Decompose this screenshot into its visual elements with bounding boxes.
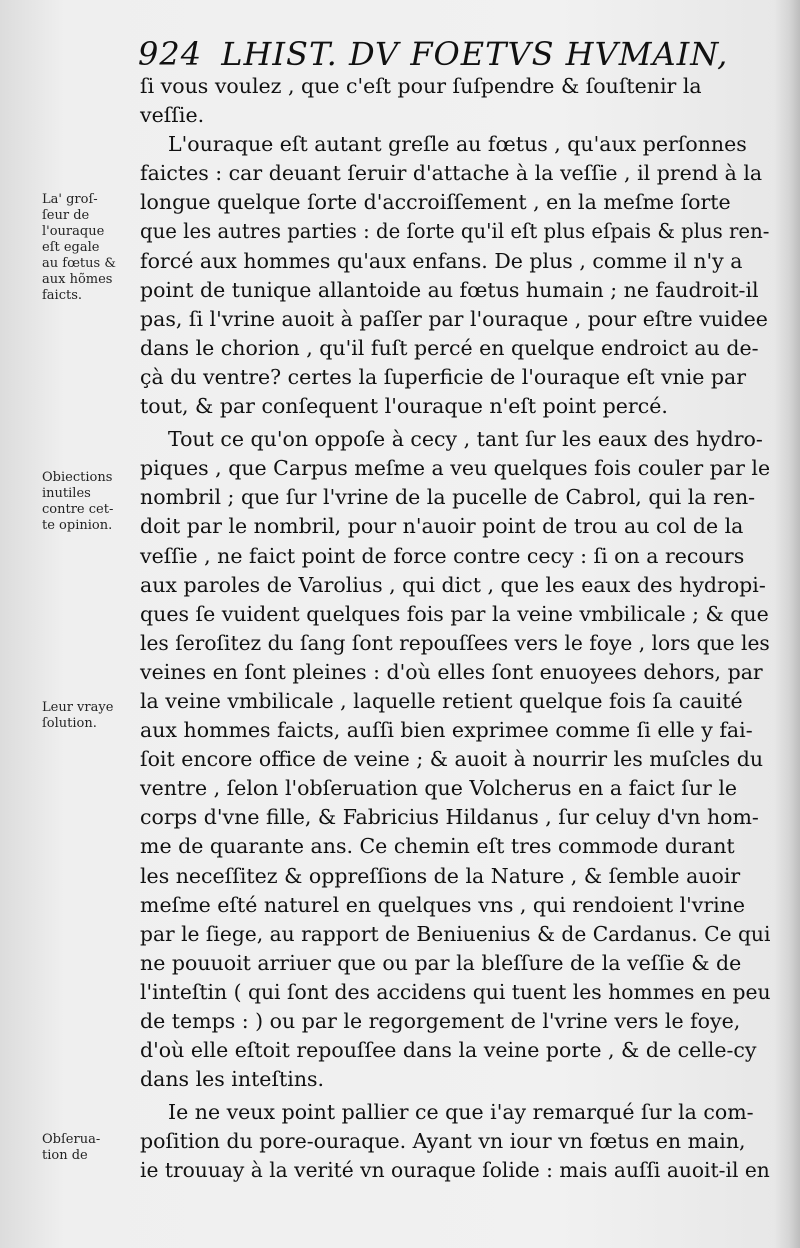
- text-line: ques ſe vuident quelques fois par la veine vmbilicale ; & que: [140, 601, 769, 626]
- text-line: ſi vous voulez , que c'eſt pour ſuſpendre & ſouſtenir la: [140, 74, 702, 98]
- page-number: 924: [138, 35, 203, 73]
- margin-note-line: Obſerua-: [42, 1132, 101, 1147]
- text-line: que les autres parties : de ſorte qu'il eſt plus eſpais & plus ren-: [140, 219, 770, 244]
- text-line: dans les inteſtins.: [140, 1067, 325, 1092]
- text-line: çà du ventre? certes la ſuperficie de l'ouraque eſt vnie par: [140, 364, 747, 389]
- text-line: par le ſiege, au rapport de Beniuenius & de Cardanus. Ce qui: [140, 921, 771, 946]
- running-title: LHIST. DV FOETVS HVMAIN,: [221, 35, 729, 73]
- text-line: L'ouraque eſt autant greſle au fœtus , qu'aux perſonnes: [168, 132, 747, 157]
- text-line: ventre , ſelon l'obſeruation que Volcherus en a faict ſur le: [140, 776, 738, 801]
- margin-note-line: ſolution.: [42, 716, 97, 731]
- body-text: [140, 72, 770, 1186]
- text-line: veſſie.: [140, 103, 205, 128]
- text-line: pas, ſi l'vrine auoit à paſſer par l'ouraque , pour eſtre vuidee: [140, 306, 768, 331]
- margin-note-1: [42, 192, 138, 304]
- text-line: l'inteſtin ( qui ſont des accidens qui tuent les hommes en peu: [140, 979, 771, 1004]
- margin-note-line: inutiles: [42, 486, 91, 501]
- margin-note-line: au fœtus &: [42, 256, 116, 271]
- text-line: doit par le nombril, pour n'auoir point de trou au col de la: [140, 514, 744, 539]
- text-line: les neceſſitez & oppreſſions de la Nature , & ſemble auoir: [140, 863, 741, 888]
- text-line: point de tunique allantoide au fœtus humain ; ne faudroit-il: [140, 277, 759, 302]
- text-line: de temps : ) ou par le regorgement de l'vrine vers le foye,: [140, 1009, 741, 1033]
- margin-note-line: aux hõmes: [42, 272, 113, 287]
- margin-note-line: tion de: [42, 1148, 88, 1163]
- text-line: veſſie , ne faict point de force contre cecy : ſi on a recours: [140, 543, 745, 568]
- text-line: Tout ce qu'on oppoſe à cecy , tant ſur les eaux des hydro-: [168, 427, 763, 452]
- text-line: longue quelque ſorte d'accroiſſement , en la meſme ſorte: [140, 190, 731, 215]
- text-line: tout, & par conſequent l'ouraque n'eſt point percé.: [140, 394, 668, 419]
- margin-note-line: La' groſ-: [42, 192, 98, 207]
- text-line: dans le chorion , qu'il fuſt percé en quelque endroict au de-: [140, 335, 759, 360]
- text-line: aux hommes faicts, auſſi bien exprimee comme ſi elle y fai-: [140, 718, 753, 743]
- margin-note-4: [42, 1132, 138, 1164]
- text-line: corps d'vne fille, & Fabricius Hildanus , ſur celuy d'vn hom-: [140, 805, 759, 830]
- text-line: faictes : car deuant ſeruir d'attache à la veſſie , il prend à la: [140, 161, 763, 186]
- text-line: piques , que Carpus meſme a veu quelques fois couler par le: [140, 456, 771, 481]
- text-line: Ie ne veux point pallier ce que i'ay remarqué ſur la com-: [168, 1100, 754, 1125]
- page-edge-shadow: [774, 0, 800, 1248]
- text-line: les ſeroſitez du ſang ſont repouſſees vers le foye , lors que les: [140, 630, 770, 655]
- text-line: aux paroles de Varolius , qui dict , que les eaux des hydropi-: [140, 572, 766, 597]
- text-line: forcé aux hommes qu'aux enfans. De plus , comme il n'y a: [140, 248, 743, 273]
- text-line: ne pouuoit arriuer que ou par la bleſſure de la veſſie & de: [140, 950, 742, 975]
- text-line: me de quarante ans. Ce chemin eſt tres commode durant: [140, 834, 735, 859]
- margin-note-line: l'ouraque: [42, 224, 105, 239]
- margin-note-line: eſt egale: [42, 240, 100, 255]
- text-line: meſme eſté naturel en quelques vns , qui rendoient l'vrine: [140, 892, 746, 917]
- text-line: veines en ſont pleines : d'où elles ſont enuoyees dehors, par: [140, 659, 763, 684]
- text-line: ie trouuay à la verité vn ouraque ſolide : mais auſſi auoit-il en: [140, 1158, 770, 1183]
- text-line: poſition du pore-ouraque. Ayant vn iour vn fœtus en main,: [140, 1129, 746, 1154]
- margin-note-line: Obiections: [42, 470, 113, 485]
- text-line: nombril ; que ſur l'vrine de la pucelle de Cabrol, qui la ren-: [140, 485, 756, 510]
- margin-note-line: Leur vraye: [42, 700, 114, 715]
- margin-note-line: faicts.: [42, 288, 83, 303]
- margin-note-line: te opinion.: [42, 518, 113, 533]
- margin-note-2: [42, 470, 138, 534]
- text-line: la veine vmbilicale , laquelle retient quelque fois ſa cauité: [140, 688, 743, 713]
- margin-note-line: contre cet-: [42, 502, 114, 517]
- margin-note-3: [42, 700, 138, 732]
- running-header: [138, 34, 758, 74]
- margin-note-line: ſeur de: [42, 208, 90, 223]
- text-line: d'où elle eſtoit repouſſee dans la veine porte , & de celle-cy: [140, 1038, 757, 1063]
- text-line: ſoit encore office de veine ; & auoit à nourrir les muſcles du: [140, 747, 764, 772]
